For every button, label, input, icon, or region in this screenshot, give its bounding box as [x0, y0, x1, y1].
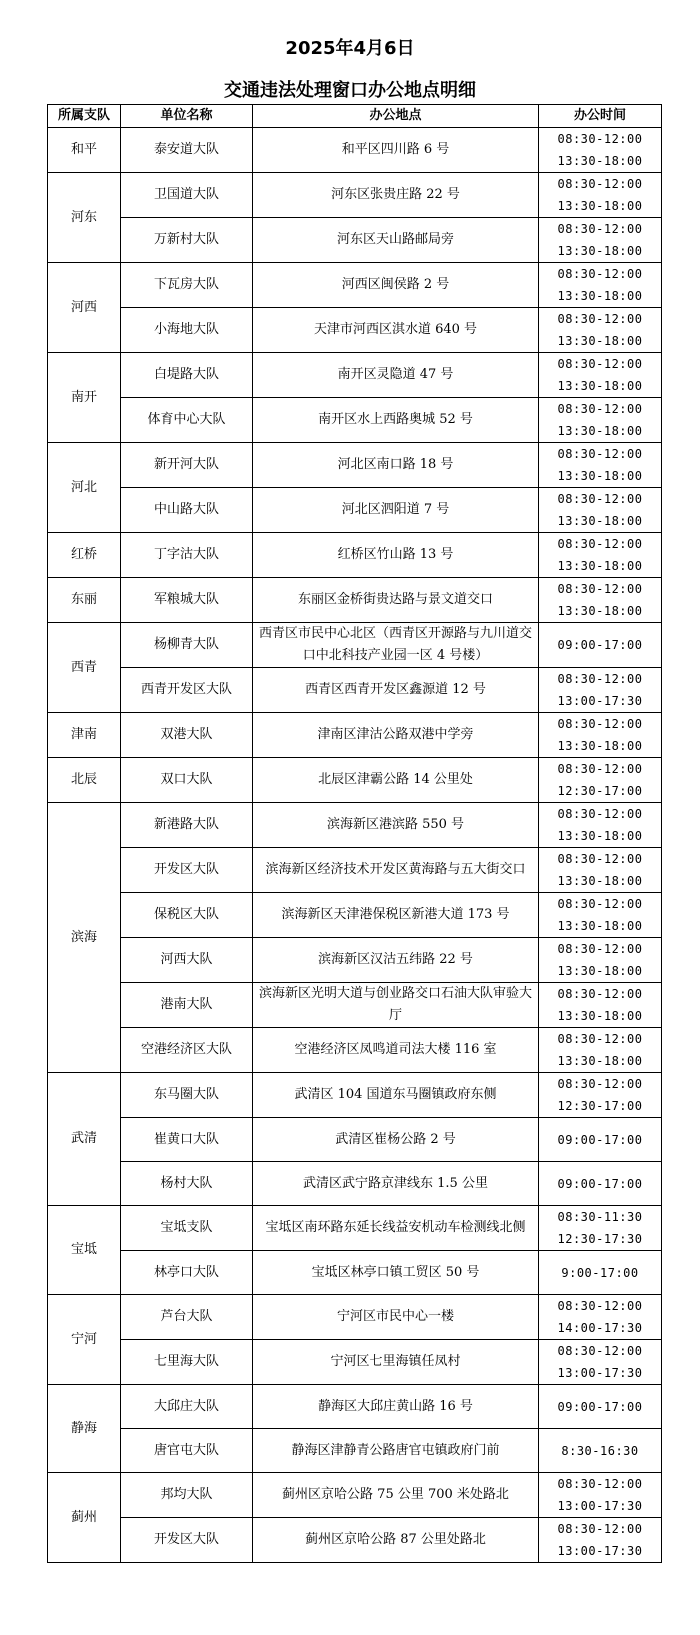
office-hours-cell — [539, 668, 662, 713]
address-cell: 静海区大邱庄黄山路 16 号 — [253, 1385, 539, 1429]
unit-name-cell: 泰安道大队 — [121, 128, 253, 173]
office-hours-line: 08:30-12:00 — [557, 312, 643, 326]
office-hours-line: 08:30-12:00 — [557, 672, 643, 686]
office-hours-cell — [539, 1162, 662, 1206]
office-hours-line: 08:30-12:00 — [557, 402, 643, 416]
office-hours-cell — [539, 983, 662, 1028]
column-header-hours: 办公时间 — [539, 105, 662, 128]
table-row — [48, 398, 662, 443]
office-hours-cell — [539, 1429, 662, 1473]
office-hours-line: 12:30-17:00 — [557, 1099, 643, 1113]
unit-name-cell: 白堤路大队 — [121, 353, 253, 398]
table-row — [48, 1162, 662, 1206]
office-hours-line: 08:30-12:00 — [557, 762, 643, 776]
office-hours-line: 13:30-18:00 — [557, 919, 643, 933]
office-hours-line: 08:30-12:00 — [557, 717, 643, 731]
unit-name-cell: 河西大队 — [121, 938, 253, 983]
office-hours-line: 13:30-18:00 — [557, 244, 643, 258]
office-hours-cell — [539, 893, 662, 938]
address-cell: 河北区泗阳道 7 号 — [253, 488, 539, 533]
detachment-cell: 南开 — [48, 353, 121, 443]
address-cell: 和平区四川路 6 号 — [253, 128, 539, 173]
office-hours-line: 13:30-18:00 — [557, 199, 643, 213]
office-hours-line: 13:30-18:00 — [557, 1054, 643, 1068]
office-hours-line: 09:00-17:00 — [557, 1132, 643, 1147]
address-cell: 滨海新区汉沽五纬路 22 号 — [253, 938, 539, 983]
detachment-cell: 河北 — [48, 443, 121, 533]
detachment-cell: 和平 — [48, 128, 121, 173]
office-hours-line: 9:00-17:00 — [561, 1265, 639, 1280]
table-body — [48, 128, 662, 1563]
office-hours-line: 14:00-17:30 — [557, 1321, 643, 1335]
unit-name-cell: 唐官屯大队 — [121, 1429, 253, 1473]
office-hours-cell — [539, 1518, 662, 1563]
office-hours-line: 8:30-16:30 — [561, 1443, 639, 1458]
detachment-cell: 蓟州 — [48, 1473, 121, 1563]
address-cell: 东丽区金桥街贵达路与景文道交口 — [253, 578, 539, 623]
unit-name-cell: 杨村大队 — [121, 1162, 253, 1206]
office-hours-cell — [539, 128, 662, 173]
detachment-cell: 东丽 — [48, 578, 121, 623]
unit-name-cell: 下瓦房大队 — [121, 263, 253, 308]
address-cell: 静海区津静青公路唐官屯镇政府门前 — [253, 1429, 539, 1473]
table-row — [48, 1206, 662, 1251]
office-hours-line: 13:30-18:00 — [557, 334, 643, 348]
table-row — [48, 1473, 662, 1518]
table-row — [48, 938, 662, 983]
address-cell: 滨海新区经济技术开发区黄海路与五大街交口 — [253, 848, 539, 893]
table-row — [48, 713, 662, 758]
unit-name-cell: 开发区大队 — [121, 848, 253, 893]
office-hours-line: 08:30-12:00 — [557, 537, 643, 551]
detachment-cell: 红桥 — [48, 533, 121, 578]
office-hours-cell — [539, 173, 662, 218]
office-hours-cell — [539, 398, 662, 443]
office-hours-cell — [539, 1251, 662, 1295]
table-row — [48, 533, 662, 578]
table-row — [48, 1251, 662, 1295]
office-hours-cell — [539, 938, 662, 983]
office-hours-line: 08:30-12:00 — [557, 1522, 643, 1536]
office-hours-cell — [539, 488, 662, 533]
office-hours-line: 13:00-17:30 — [557, 1544, 643, 1558]
office-hours-line: 08:30-12:00 — [557, 492, 643, 506]
office-hours-line: 13:30-18:00 — [557, 514, 643, 528]
office-hours-line: 08:30-12:00 — [557, 1477, 643, 1491]
address-cell: 武清区崔杨公路 2 号 — [253, 1118, 539, 1162]
detachment-cell: 北辰 — [48, 758, 121, 803]
unit-name-cell: 崔黄口大队 — [121, 1118, 253, 1162]
unit-name-cell: 芦台大队 — [121, 1295, 253, 1340]
address-cell: 蓟州区京哈公路 75 公里 700 米处路北 — [253, 1473, 539, 1518]
office-hours-line: 09:00-17:00 — [557, 1399, 643, 1414]
unit-name-cell: 体育中心大队 — [121, 398, 253, 443]
unit-name-cell: 东马圈大队 — [121, 1073, 253, 1118]
office-hours-line: 08:30-12:00 — [557, 852, 643, 866]
table-row — [48, 1518, 662, 1563]
table-row — [48, 1073, 662, 1118]
detachment-cell: 武清 — [48, 1073, 121, 1206]
table-row — [48, 443, 662, 488]
office-hours-line: 13:30-18:00 — [557, 604, 643, 618]
detachment-cell: 静海 — [48, 1385, 121, 1473]
table-row — [48, 1295, 662, 1340]
unit-name-cell: 开发区大队 — [121, 1518, 253, 1563]
table-row — [48, 758, 662, 803]
address-cell: 宝坻区南环路东延长线益安机动车检测线北侧 — [253, 1206, 539, 1251]
table-row — [48, 668, 662, 713]
office-hours-line: 13:30-18:00 — [557, 379, 643, 393]
office-hours-line: 13:30-18:00 — [557, 1009, 643, 1023]
table-row — [48, 848, 662, 893]
office-hours-cell — [539, 848, 662, 893]
office-hours-line: 13:30-18:00 — [557, 424, 643, 438]
detachment-cell: 宝坻 — [48, 1206, 121, 1295]
office-hours-cell — [539, 308, 662, 353]
office-hours-line: 08:30-12:00 — [557, 267, 643, 281]
office-hours-line: 13:30-18:00 — [557, 964, 643, 978]
office-hours-line: 08:30-12:00 — [557, 1344, 643, 1358]
address-cell: 武清区武宁路京津线东 1.5 公里 — [253, 1162, 539, 1206]
detachment-cell: 河西 — [48, 263, 121, 353]
column-header-address: 办公地点 — [253, 105, 539, 128]
office-hours-line: 09:00-17:00 — [557, 638, 643, 652]
table-row — [48, 1385, 662, 1429]
office-hours-line: 13:00-17:30 — [557, 1366, 643, 1380]
office-hours-line: 09:00-17:00 — [557, 1176, 643, 1191]
detachment-cell: 西青 — [48, 623, 121, 713]
address-cell: 宝坻区林亭口镇工贸区 50 号 — [253, 1251, 539, 1295]
table-row — [48, 983, 662, 1028]
address-cell: 河东区张贵庄路 22 号 — [253, 173, 539, 218]
office-hours-line: 12:30-17:30 — [557, 1232, 643, 1246]
table-row — [48, 308, 662, 353]
office-hours-line: 13:30-18:00 — [557, 874, 643, 888]
detachment-cell: 河东 — [48, 173, 121, 263]
unit-name-cell: 万新村大队 — [121, 218, 253, 263]
column-header-detachment: 所属支队 — [48, 105, 121, 128]
unit-name-cell: 林亭口大队 — [121, 1251, 253, 1295]
office-hours-cell — [539, 218, 662, 263]
address-cell: 西青区市民中心北区（西青区开源路与九川道交口中北科技产业园一区 4 号楼） — [253, 623, 539, 668]
unit-name-cell: 新开河大队 — [121, 443, 253, 488]
document-title: 交通违法处理窗口办公地点明细 — [224, 80, 476, 101]
unit-name-cell: 七里海大队 — [121, 1340, 253, 1385]
address-cell: 南开区灵隐道 47 号 — [253, 353, 539, 398]
office-hours-line: 08:30-12:00 — [557, 177, 643, 191]
office-hours-line: 08:30-12:00 — [557, 807, 643, 821]
office-hours-cell — [539, 578, 662, 623]
office-hours-line: 08:30-12:00 — [557, 987, 643, 1001]
address-cell: 滨海新区港滨路 550 号 — [253, 803, 539, 848]
office-hours-line: 13:00-17:30 — [557, 1499, 643, 1513]
office-hours-line: 08:30-12:00 — [557, 582, 643, 596]
table-row — [48, 173, 662, 218]
office-hours-cell — [539, 758, 662, 803]
address-cell: 天津市河西区淇水道 640 号 — [253, 308, 539, 353]
unit-name-cell: 丁字沽大队 — [121, 533, 253, 578]
office-hours-cell — [539, 1295, 662, 1340]
table-row — [48, 578, 662, 623]
unit-name-cell: 邦均大队 — [121, 1473, 253, 1518]
table-row — [48, 623, 662, 668]
office-hours-line: 08:30-12:00 — [557, 942, 643, 956]
table-header-row — [48, 105, 662, 128]
unit-name-cell: 宝坻支队 — [121, 1206, 253, 1251]
office-hours-cell — [539, 263, 662, 308]
table-row — [48, 218, 662, 263]
office-hours-line: 13:30-18:00 — [557, 289, 643, 303]
unit-name-cell: 杨柳青大队 — [121, 623, 253, 668]
office-hours-line: 12:30-17:00 — [557, 784, 643, 798]
unit-name-cell: 西青开发区大队 — [121, 668, 253, 713]
office-hours-line: 13:30-18:00 — [557, 469, 643, 483]
unit-name-cell: 双口大队 — [121, 758, 253, 803]
address-cell: 西青区西青开发区鑫源道 12 号 — [253, 668, 539, 713]
detachment-cell: 滨海 — [48, 803, 121, 1073]
table-row — [48, 1118, 662, 1162]
address-cell: 滨海新区天津港保税区新港大道 173 号 — [253, 893, 539, 938]
office-hours-cell — [539, 803, 662, 848]
unit-name-cell: 双港大队 — [121, 713, 253, 758]
office-hours-line: 08:30-12:00 — [557, 357, 643, 371]
table-row — [48, 1028, 662, 1073]
office-hours-cell — [539, 1118, 662, 1162]
unit-name-cell: 保税区大队 — [121, 893, 253, 938]
office-hours-cell — [539, 353, 662, 398]
address-cell: 红桥区竹山路 13 号 — [253, 533, 539, 578]
table-row — [48, 353, 662, 398]
address-cell: 蓟州区京哈公路 87 公里处路北 — [253, 1518, 539, 1563]
address-cell: 河东区天山路邮局旁 — [253, 218, 539, 263]
office-hours-cell — [539, 713, 662, 758]
unit-name-cell: 空港经济区大队 — [121, 1028, 253, 1073]
unit-name-cell: 大邱庄大队 — [121, 1385, 253, 1429]
office-hours-cell — [539, 623, 662, 668]
unit-name-cell: 小海地大队 — [121, 308, 253, 353]
address-cell: 北辰区津霸公路 14 公里处 — [253, 758, 539, 803]
address-cell: 津南区津沽公路双港中学旁 — [253, 713, 539, 758]
document-date: 2025年4月6日 — [285, 38, 415, 59]
office-hours-line: 13:00-17:30 — [557, 694, 643, 708]
unit-name-cell: 新港路大队 — [121, 803, 253, 848]
office-hours-cell — [539, 1340, 662, 1385]
address-cell: 滨海新区光明大道与创业路交口石油大队审验大厅 — [253, 983, 539, 1028]
office-hours-line: 08:30-12:00 — [557, 897, 643, 911]
office-hours-line: 08:30-12:00 — [557, 132, 643, 146]
office-hours-line: 08:30-12:00 — [557, 222, 643, 236]
table-row — [48, 1340, 662, 1385]
table-row — [48, 128, 662, 173]
table-row — [48, 488, 662, 533]
office-hours-cell — [539, 1206, 662, 1251]
table-row — [48, 263, 662, 308]
office-hours-cell — [539, 1073, 662, 1118]
unit-name-cell: 卫国道大队 — [121, 173, 253, 218]
table-row — [48, 803, 662, 848]
office-hours-cell — [539, 1028, 662, 1073]
office-hours-line: 08:30-11:30 — [557, 1210, 643, 1224]
office-hours-cell — [539, 1385, 662, 1429]
address-cell: 宁河区市民中心一楼 — [253, 1295, 539, 1340]
unit-name-cell: 港南大队 — [121, 983, 253, 1028]
office-hours-line: 08:30-12:00 — [557, 1077, 643, 1091]
office-hours-line: 13:30-18:00 — [557, 829, 643, 843]
address-cell: 空港经济区凤鸣道司法大楼 116 室 — [253, 1028, 539, 1073]
office-hours-cell — [539, 443, 662, 488]
address-cell: 河北区南口路 18 号 — [253, 443, 539, 488]
table-row — [48, 893, 662, 938]
detachment-cell: 宁河 — [48, 1295, 121, 1385]
address-cell: 河西区闽侯路 2 号 — [253, 263, 539, 308]
office-hours-cell — [539, 533, 662, 578]
address-cell: 宁河区七里海镇任凤村 — [253, 1340, 539, 1385]
unit-name-cell: 军粮城大队 — [121, 578, 253, 623]
office-hours-line: 13:30-18:00 — [557, 154, 643, 168]
address-cell: 武清区 104 国道东马圈镇政府东侧 — [253, 1073, 539, 1118]
office-hours-line: 13:30-18:00 — [557, 739, 643, 753]
detachment-cell: 津南 — [48, 713, 121, 758]
office-hours-line: 08:30-12:00 — [557, 1032, 643, 1046]
office-hours-cell — [539, 1473, 662, 1518]
office-hours-line: 08:30-12:00 — [557, 447, 643, 461]
office-hours-line: 08:30-12:00 — [557, 1299, 643, 1313]
table-row — [48, 1429, 662, 1473]
unit-name-cell: 中山路大队 — [121, 488, 253, 533]
column-header-unit: 单位名称 — [121, 105, 253, 128]
office-locations-table — [47, 104, 662, 1563]
address-cell: 南开区水上西路奥城 52 号 — [253, 398, 539, 443]
office-hours-line: 13:30-18:00 — [557, 559, 643, 573]
